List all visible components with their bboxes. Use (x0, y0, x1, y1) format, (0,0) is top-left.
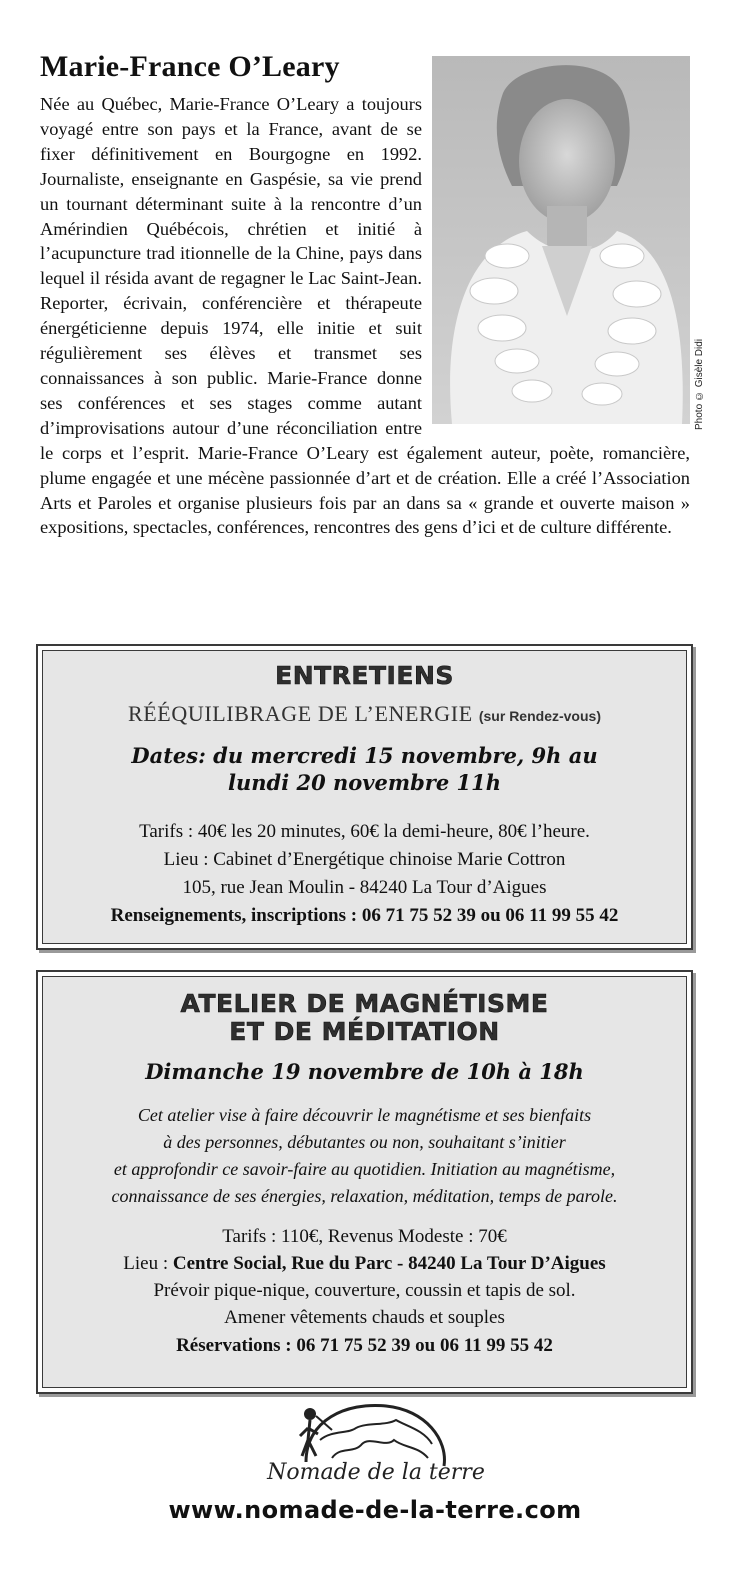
entretiens-subtitle: RÉÉQUILIBRAGE DE L’ENERGIE (128, 701, 473, 726)
logo-text: Nomade de la terre (267, 1460, 485, 1485)
atelier-desc-line2: à des personnes, débutantes ou non, souhaitant s’initier (163, 1132, 566, 1152)
entretiens-renseignements: Renseignements, inscriptions : 06 71 75 52 39 ou 06 11 99 55 42 (110, 905, 619, 926)
entretiens-subtitle-note: (sur Rendez-vous) (478, 708, 601, 724)
atelier-lieu-line (43, 1253, 686, 1275)
photo-credit: Photo © Gisèle Didi (694, 338, 705, 430)
entretiens-tarifs: Tarifs : 40€ les 20 minutes, 60€ la demi-heure, 80€ l’heure. (139, 821, 590, 842)
atelier-reservations: Réservations : 06 71 75 52 39 ou 06 11 99 55 42 (176, 1335, 553, 1356)
atelier-desc-line3: et approfondir ce savoir-faire au quotidien. Initiation au magnétisme, (113, 1159, 616, 1179)
entretiens-box-inner (42, 650, 687, 944)
entretiens-dates-line1: Dates: du mercredi 15 novembre, 9h au (131, 743, 598, 768)
atelier-amener: Amener vêtements chauds et souples (224, 1307, 505, 1328)
entretiens-adresse: 105, rue Jean Moulin - 84240 La Tour d’Aigues (182, 877, 547, 898)
website-url[interactable]: www.nomade-de-la-terre.com (168, 1496, 582, 1524)
nomade-logo (236, 1400, 516, 1490)
atelier-heading-line1: ATELIER DE MAGNÉTISME (180, 989, 549, 1018)
atelier-box (36, 970, 693, 1394)
entretiens-heading: ENTRETIENS (275, 661, 454, 690)
entretiens-box (36, 644, 693, 950)
atelier-desc-line4: connaissance de ses énergies, relaxation, méditation, temps de parole. (111, 1186, 618, 1206)
bio-text: Née au Québec, Marie-France O’Leary a toujours voyagé entre son pays et la France, avant de se fixer définitivement en Bourgogne en 1992. Journaliste, enseignante en Gaspésie, sa vie prend un tournant déterminant suite à la rencontre d’un Amérindien Québécois, chrétien et initié à l’acupuncture trad itionnelle de la Chine, pays dans lequel il résida avant de regagner le Lac Saint-Jean. Reporter, écrivain, conférencière et thérapeute énergéticienne depuis 1974, elle initie et suit régulièrement ses élèves et transmet ses connaissances à son public. Marie-France donne ses conférences et ses stages comme autant d’improvisations autour d’une réconciliation entre le corps et l’esprit. Marie-France O’Leary est également auteur, poète, romancière, plume engagée et une mécène passionnée d’art et de création. Elle a créé l’Association Arts et Paroles et organise plusieurs fois par an dans sa « grande et ouverte maison » expositions, spectacles, conférences, rencontres des gens d’ici et de culture différente. (40, 94, 690, 538)
atelier-prevoir: Prévoir pique-nique, couverture, coussin et tapis de sol. (153, 1280, 576, 1301)
atelier-box-inner (42, 976, 687, 1388)
atelier-lieu-label: Lieu : (123, 1253, 173, 1274)
atelier-tarifs: Tarifs : 110€, Revenus Modeste : 70€ (222, 1226, 507, 1247)
atelier-heading-line2: ET DE MÉDITATION (229, 1017, 500, 1046)
atelier-lieu-value: Centre Social, Rue du Parc - 84240 La Tour D’Aigues (172, 1253, 606, 1274)
entretiens-subtitle-line (43, 701, 686, 727)
entretiens-lieu: Lieu : Cabinet d’Energétique chinoise Marie Cottron (163, 849, 566, 870)
photo-wrap-spacer (422, 92, 690, 429)
bio-text-block (40, 92, 690, 632)
entretiens-dates-line2: lundi 20 novembre 11h (228, 770, 501, 795)
atelier-desc-line1: Cet atelier vise à faire découvrir le magnétisme et ses bienfaits (137, 1105, 592, 1125)
atelier-date: Dimanche 19 novembre de 10h à 18h (145, 1059, 584, 1084)
page-title: Marie-France O’Leary (40, 50, 340, 83)
